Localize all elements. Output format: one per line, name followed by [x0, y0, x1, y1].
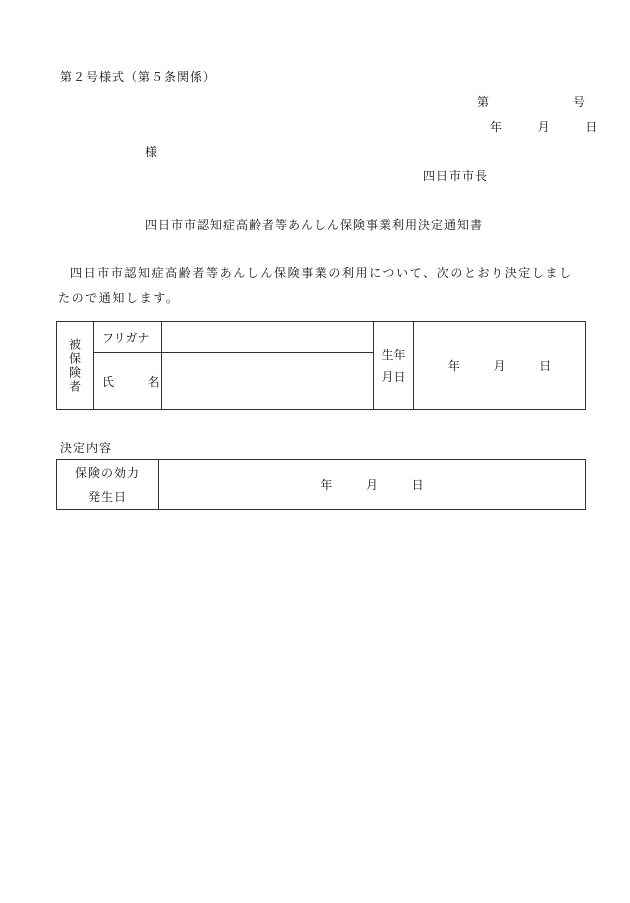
issuer-name: 四日市市長 [423, 169, 489, 183]
decision-section-label: 決定内容 [60, 441, 113, 455]
effective-date-label [57, 460, 159, 510]
effective-date-field[interactable] [159, 460, 586, 510]
issue-date-month: 月 [537, 120, 550, 134]
document-title: 四日市市認知症高齢者等あんしん保険事業利用決定通知書 [145, 218, 484, 232]
effective-month-label: 月 [365, 478, 378, 492]
birth-date-label-line2: 月日 [381, 369, 406, 384]
effective-year-label: 年 [320, 478, 333, 492]
document-number-suffix: 号 [573, 95, 586, 109]
birth-year-label: 年 [447, 359, 460, 373]
birth-date-field[interactable] [414, 322, 586, 410]
name-field[interactable] [162, 353, 374, 410]
issue-date [490, 118, 597, 135]
effective-date-label-line1: 保険の効力 [74, 465, 140, 480]
effective-date-label-line2: 発生日 [87, 489, 127, 504]
insured-person-table [56, 321, 586, 410]
birth-day-label: 日 [539, 359, 552, 373]
name-label [94, 353, 162, 410]
name-label-char2: 名 [147, 374, 160, 389]
birth-date-label-line1: 生年 [381, 347, 406, 362]
addressee-suffix: 様 [145, 145, 158, 159]
furigana-label: フリガナ [94, 322, 162, 353]
issue-date-year: 年 [490, 120, 503, 134]
decision-table [56, 459, 586, 510]
furigana-field[interactable] [162, 322, 374, 353]
body-text: 四日市市認知症高齢者等あんしん保険事業の利用について、次のとおり決定しましたので通知します。 [58, 266, 573, 305]
birth-date-label [374, 322, 414, 410]
form-number: 第２号様式（第５条関係） [60, 70, 217, 84]
birth-month-label: 月 [493, 359, 506, 373]
effective-day-label: 日 [411, 478, 424, 492]
insured-person-header: 被保険者 [57, 322, 94, 410]
name-label-char1: 氏 [102, 374, 115, 389]
document-number-prefix: 第 [477, 95, 490, 109]
issue-date-day: 日 [585, 120, 598, 134]
